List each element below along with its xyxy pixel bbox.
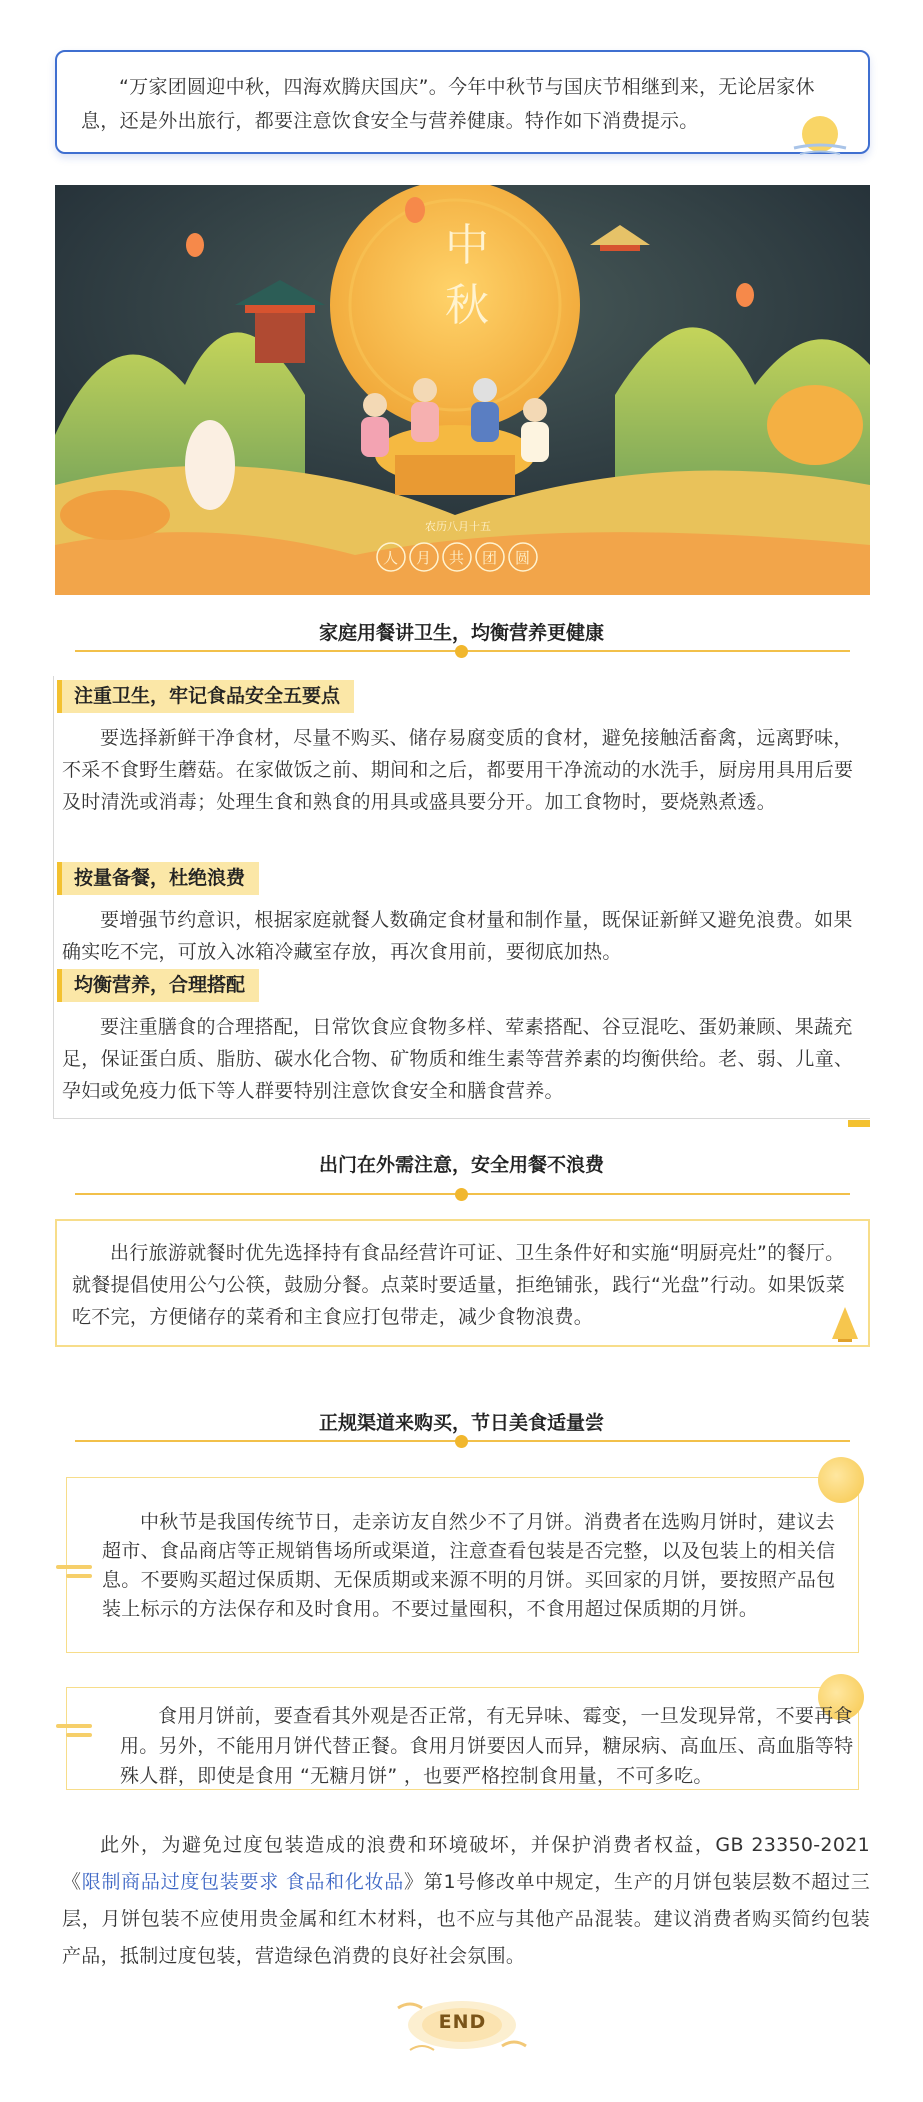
cloud-icon-2 [66, 1574, 92, 1578]
moon-icon [818, 1457, 864, 1503]
cloud-icon [56, 1565, 92, 1569]
section1-paragraph-portion: 要增强节约意识，根据家庭就餐人数确定食材量和制作量，既保证新鲜又避免浪费。如果确实吃不完，可放入冰箱冷藏室存放，再次食用前，要彻底加热。 [62, 909, 853, 963]
section1-paragraph-nutrition: 要注重膳食的合理搭配，日常饮食应食物多样、荤素搭配、谷豆混吃、蛋奶兼顾、果蔬充足，保证蛋白质、脂肪、碳水化合物、矿物质和维生素等营养素的均衡供给。老、弱、儿童、孕妇或免疫力低下等人群要特别注意饮食安全和膳食营养。 [62, 1016, 854, 1102]
intro-text: “万家团圆迎中秋，四海欢腾庆国庆”。今年中秋节与国庆节相继到来，无论居家休息，还是外出旅行，都要注意饮食安全与营养健康。特作如下消费提示。 [81, 76, 815, 132]
packaging-paragraph [62, 1827, 870, 1975]
cloud-icon-4 [66, 1733, 92, 1737]
moon-decoration-icon [790, 112, 850, 162]
hero-char-qiu: 秋 [445, 280, 489, 331]
intro-box [55, 50, 870, 154]
section1-tag-portion: 按量备餐，杜绝浪费 [57, 862, 259, 895]
mid-autumn-illustration [55, 185, 870, 595]
hero-motto-2: 月 [416, 549, 432, 567]
section2-paragraph: 出行旅游就餐时优先选择持有食品经营许可证、卫生条件好和实施“明厨亮灶”的餐厅。就餐提倡使用公勺公筷，鼓励分餐。点菜时要适量，拒绝铺张，践行“光盘”行动。如果饭菜吃不完，方便储存的菜肴和主食应打包带走，减少食物浪费。 [72, 1242, 845, 1328]
section1-paragraph-hygiene: 要选择新鲜干净食材，尽量不购买、储存易腐变质的食材，避免接触活畜禽，远离野味，不采不食野生蘑菇。在家做饭之前、期间和之后，都要用干净流动的水洗手，厨房用具用后要及时清洗或消毒；处理生食和熟食的用具或盛具要分开。加工食物时，要烧熟煮透。 [62, 727, 854, 813]
packaging-text-before: 此外，为避免过度包装造成的浪费和环境破坏，并保护消费者权益，GB 23350-2021《 [62, 1834, 870, 1893]
standard-link[interactable]: 限制商品过度包装要求 食品和化妆品 [81, 1871, 405, 1893]
hero-motto-1: 人 [383, 549, 399, 567]
mooncake-eating-paragraph: 食用月饼前，要查看其外观是否正常，有无异味、霉变，一旦发现异常，不要再食用。另外，不能用月饼代替正餐。食用月饼要因人而异，糖尿病、高血压、高血脂等特殊人群，即使是食用 “无糖月饼” ，也要严格控制食用量，不可多吃。 [120, 1705, 854, 1787]
section1-tag-hygiene: 注重卫生，牢记食品安全五要点 [57, 680, 354, 713]
section3-dot [455, 1435, 468, 1448]
packaging-text-after: 》第1号修改单中规定，生产的月饼包装层数不超过三层，月饼包装不应使用贵金属和红木材料，也不应与其他产品混装。建议消费者购买简约包装产品，抵制过度包装，营造绿色消费的良好社会氛围。 [62, 1871, 870, 1967]
section1-dot [455, 645, 468, 658]
hero-char-zhong: 中 [445, 220, 489, 271]
end-label: END [438, 2011, 487, 2033]
section2-dot [455, 1188, 468, 1201]
section1-corner [848, 1120, 870, 1127]
section1-tag-nutrition: 均衡营养，合理搭配 [57, 969, 259, 1002]
hero-lunar-date: 农历八月十五 [425, 520, 491, 533]
cloud-icon-3 [56, 1724, 92, 1728]
lantern-icon [830, 1305, 860, 1343]
hero-motto-4: 团 [482, 549, 498, 567]
hero-motto-3: 共 [449, 549, 465, 567]
section1-heading: 家庭用餐讲卫生，均衡营养更健康 [318, 622, 604, 644]
hero-motto-5: 圆 [515, 549, 531, 567]
section2-heading: 出门在外需注意，安全用餐不浪费 [318, 1154, 604, 1176]
section3-heading: 正规渠道来购买，节日美食适量尝 [318, 1412, 604, 1434]
mooncake-purchase-paragraph: 中秋节是我国传统节日，走亲访友自然少不了月饼。消费者在选购月饼时，建议去超市、食品商店等正规销售场所或渠道，注意查看包装是否完整，以及包装上的相关信息。不要购买超过保质期、无保质期或来源不明的月饼。买回家的月饼，要按照产品包装上标示的方法保存和及时食用。不要过量囤积，不食用超过保质期的月饼。 [102, 1511, 836, 1620]
